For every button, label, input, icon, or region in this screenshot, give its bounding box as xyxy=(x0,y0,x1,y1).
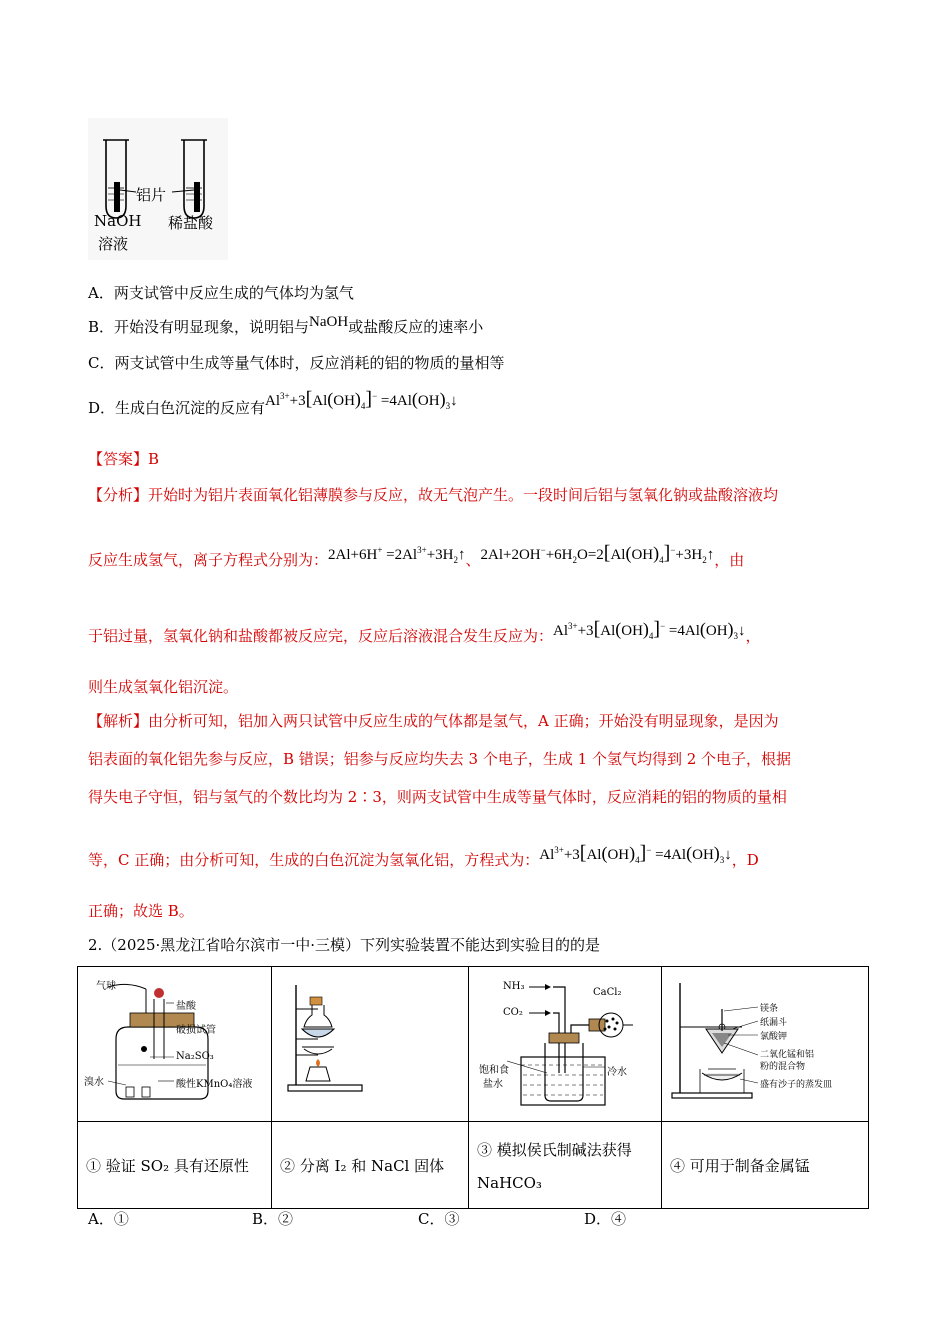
paper-funnel-label: 纸漏斗 xyxy=(760,1018,788,1028)
apparatus-3-desc-line-2: NaHCO₃ xyxy=(477,1173,542,1192)
analysis-text-3b: ， xyxy=(745,627,761,645)
solution-line-5: 正确；故选 B。 xyxy=(88,902,194,920)
apparatus-1-desc: ① 验证 SO₂ 具有还原性 xyxy=(78,1122,272,1209)
solution-line-4 xyxy=(88,842,759,871)
answer-line xyxy=(88,448,159,469)
equation-final: $Al^{3+}+3[Al(OH)_4]^-$ $=4Al(OH)_3↓$ xyxy=(539,842,732,865)
dilute-hcl-label: 稀盐酸 xyxy=(168,214,214,232)
hou-process-apparatus-drawing xyxy=(469,969,661,1119)
sand-dish-label: 盛有沙子的蒸发皿 xyxy=(760,1080,833,1090)
equation-naoh: $2Al+2OH^-+6H_2O=2[Al(OH)_4]^-+3H_2↑$ xyxy=(480,542,715,565)
solution-line-2: 铝表面的氧化铝先参与反应，B 错误；铝参与反应均失去 3 个电子，生成 1 个氢气均得到 2 个电子，根据 xyxy=(88,750,792,768)
analysis-text-3: 于铝过量，氢氧化钠和盐酸都被反应完，反应后溶液混合发生反应为： xyxy=(88,627,554,645)
thermite-apparatus-drawing xyxy=(662,969,868,1119)
brine-label-1: 饱和食 xyxy=(479,1065,509,1076)
acid-label: 盐酸 xyxy=(176,1001,196,1012)
broken-tube-label: 破损试管 xyxy=(176,1025,216,1036)
q2-option-b: B．② xyxy=(252,1210,294,1228)
solution-label: 溶液 xyxy=(98,235,129,253)
analysis-text-2b: ，由 xyxy=(714,551,745,569)
cold-water-label: 冷水 xyxy=(607,1067,627,1078)
mixture-label-1: 二氧化锰和铝 xyxy=(760,1050,815,1060)
solution-text-4b: ，D xyxy=(731,851,759,869)
answer-tag: 【答案】 xyxy=(88,450,149,468)
balloon-label: 气球 xyxy=(96,981,116,992)
analysis-line-3 xyxy=(88,618,761,647)
na2so3-label: Na₂SO₃ xyxy=(176,1051,214,1062)
solution-tag: 【解析】 xyxy=(88,712,149,730)
option-b-naoh: NaOH xyxy=(309,314,349,330)
solution-text-4: 等，C 正确；由分析可知，生成的白色沉淀为氢氧化铝，方程式为： xyxy=(88,851,540,869)
solution-text-1: 由分析可知，铝加入两只试管中反应生成的气体都是氢气，A 正确；开始没有明显现象，是因为 xyxy=(148,712,779,730)
apparatus-3-cell xyxy=(469,967,662,1122)
analysis-line-1 xyxy=(88,484,778,505)
kclo3-label: 氯酸钾 xyxy=(760,1032,788,1042)
option-d-text: D．生成白色沉淀的反应有 xyxy=(88,399,266,417)
mixture-label-2: 粉的混合物 xyxy=(760,1062,806,1072)
analysis-sep: 、 xyxy=(465,551,481,569)
question-2-stem: 2.（2025·黑龙江省哈尔滨市一中·三模）下列实验装置不能达到实验目的的是 xyxy=(88,936,601,954)
equation-precipitation: $Al^{3+}+3[Al(OH)_4]^-$ $=4Al(OH)_3↓$ xyxy=(265,388,458,411)
apparatus-2-desc: ② 分离 I₂ 和 NaCl 固体 xyxy=(272,1122,469,1209)
q2-option-c: C．③ xyxy=(418,1210,460,1228)
option-a: A．两支试管中反应生成的气体均为氢气 xyxy=(88,284,354,302)
naoh-label: NaOH xyxy=(94,212,142,230)
answer-value: B xyxy=(148,450,160,468)
bromine-water-label: 溴水 xyxy=(84,1077,104,1088)
q2-option-a: A．① xyxy=(88,1210,129,1228)
equation-mix: $Al^{3+}+3[Al(OH)_4]^-$ $=4Al(OH)_3↓$ xyxy=(553,618,746,641)
magnesium-strip-label: 镁条 xyxy=(760,1004,779,1014)
apparatus-3-desc-line-1: ③ 模拟侯氏制碱法获得 xyxy=(477,1140,632,1159)
nh3-label: NH₃ xyxy=(503,981,525,992)
option-d xyxy=(88,388,458,419)
option-b-text: B．开始没有明显现象，说明铝与 xyxy=(88,318,310,336)
analysis-text-2: 反应生成氢气，离子方程式分别为： xyxy=(88,551,329,569)
apparatus-1-cell xyxy=(78,967,272,1122)
q2-option-d: D．④ xyxy=(584,1210,627,1228)
co2-label: CO₂ xyxy=(503,1007,523,1018)
test-tubes-figure xyxy=(88,118,228,260)
sublimation-apparatus-drawing xyxy=(272,967,468,1117)
brine-label-2: 盐水 xyxy=(483,1079,503,1090)
apparatus-4-cell xyxy=(662,967,869,1122)
apparatus-table xyxy=(77,966,869,1209)
analysis-tag: 【分析】 xyxy=(88,486,149,504)
apparatus-3-desc xyxy=(469,1122,662,1209)
analysis-line-4: 则生成氢氧化铝沉淀。 xyxy=(88,678,239,696)
kmno4-label: 酸性KMnO₄溶液 xyxy=(176,1079,253,1090)
apparatus-2-cell xyxy=(272,967,469,1122)
equation-hcl: $2Al+6H^+ =2Al^{3+}+3H_2↑$ xyxy=(328,545,466,565)
aluminum-piece-label: 铝片 xyxy=(136,186,167,204)
solution-line-1 xyxy=(88,710,779,731)
solution-line-3: 得失电子守恒，铝与氢气的个数比均为 2∶3，则两支试管中生成等量气体时，反应消耗的铝的物质的量相 xyxy=(88,788,787,806)
option-b xyxy=(88,316,483,337)
option-c: C．两支试管中生成等量气体时，反应消耗的铝的物质的量相等 xyxy=(88,354,505,372)
analysis-text-1: 开始时为铝片表面氧化铝薄膜参与反应，故无气泡产生。一段时间后铝与氢氧化钠或盐酸溶液均 xyxy=(148,486,779,504)
cacl2-label: CaCl₂ xyxy=(593,987,622,998)
analysis-line-2 xyxy=(88,542,745,571)
apparatus-4-desc: ④ 可用于制备金属锰 xyxy=(662,1122,869,1209)
option-b-text-2: 或盐酸反应的速率小 xyxy=(348,318,484,336)
